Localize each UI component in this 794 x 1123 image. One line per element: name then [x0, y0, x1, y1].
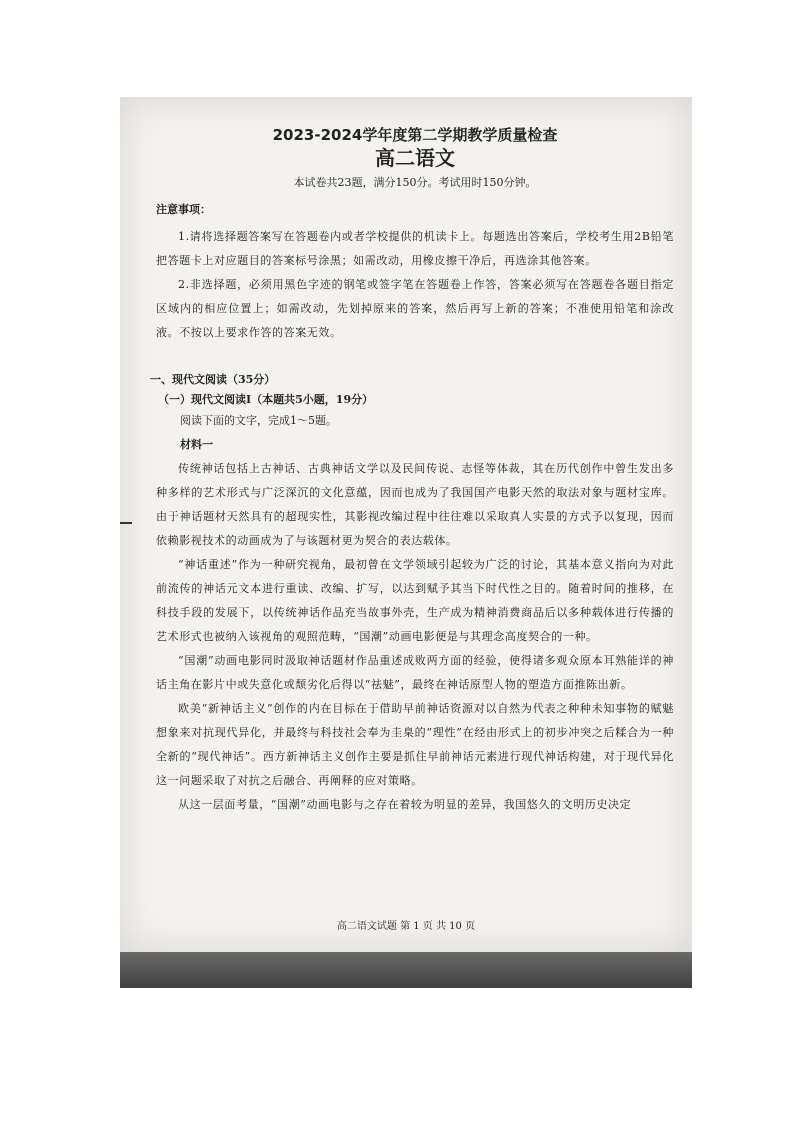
exam-title: 2023-2024学年度第二学期教学质量检查	[272, 126, 558, 144]
material-label: 材料一	[180, 438, 213, 451]
paragraph: 传统神话包括上古神话、古典神话文学以及民间传说、志怪等体裁，其在历代创作中曾生发出多种多样的艺术形式与广泛深沉的文化意蕴，因而也成为了我国国产电影天然的取法对象与题材宝库。由于神话题材天然具有的超现实性，其影视改编过程中往往难以采取真人实景的方式予以复现，因而依赖影视技术的动画成为了与该题材更为契合的表达载体。	[156, 462, 674, 547]
notice-item-2: 2.非选择题，必须用黑色字迹的钢笔或签字笔在答题卷上作答，答案必须写在答题卷各题目指定区域内的相应位置上；如需改动，先划掉原来的答案，然后再写上新的答案；不准使用铅笔和涂改液。不按以上要求作答的答案无效。	[156, 278, 674, 339]
paragraph: “国潮”动画电影同时汲取神话题材作品重述成败两方面的经验，使得诸多观众原本耳熟能详的神话主角在影片中或失意化或颓劣化后得以“祛魅”，最终在神话原型人物的塑造方面推陈出新。	[156, 654, 674, 691]
margin-mark	[120, 522, 132, 524]
page-footer: 高二语文试题 第 1 页 共 10 页	[336, 921, 476, 932]
exam-sheet	[120, 97, 692, 952]
exam-info: 本试卷共23题，满分150分。考试用时150分钟。	[293, 176, 537, 189]
notice-heading: 注意事项：	[156, 203, 211, 216]
section-heading: 一、现代文阅读（35分）	[150, 373, 276, 386]
notice-item-1: 1.请将选择题答案写在答题卷内或者学校提供的机读卡上。每题选出答案后，学校考生用2B铅笔把答题卡上对应题目的答案标号涂黑；如需改动，用橡皮擦干净后，再选涂其他答案。	[156, 230, 674, 267]
photo-frame	[120, 97, 692, 988]
reading-instruction: 阅读下面的文字，完成1～5题。	[180, 414, 337, 427]
exam-subject: 高二语文	[375, 146, 455, 170]
sheet-bottom-edge	[120, 952, 692, 988]
sheet-content	[150, 125, 674, 817]
sub-section-heading: （一）现代文阅读Ⅰ（本题共5小题，19分）	[158, 393, 374, 406]
paragraph: 欧美“新神话主义”创作的内在目标在于借助早前神话资源对以自然为代表之种种未知事物的赋魅想象来对抗现代异化，并最终与科技社会奉为圭臬的“理性”在经由形式上的初步冲突之后糅合为一种全新的“现代神话”。西方新神话主义创作主要是抓住早前神话元素进行现代神话构建，对于现代异化这一问题采取了对抗之后融合、再阐释的应对策略。	[156, 702, 674, 787]
paragraph: 从这一层面考量，“国潮”动画电影与之存在着较为明显的差异，我国悠久的文明历史决定	[178, 798, 632, 811]
paragraph: “神话重述”作为一种研究视角，最初曾在文学领域引起较为广泛的讨论，其基本意义指向为对此前流传的神话元文本进行重读、改编、扩写，以达到赋予其当下时代性之目的。随着时间的推移，在科技手段的发展下，以传统神话作品充当故事外壳，生产成为精神消费商品后以多种载体进行传播的艺术形式也被纳入该视角的观照范畴，“国潮”动画电影便是与其理念高度契合的一种。	[156, 558, 674, 643]
